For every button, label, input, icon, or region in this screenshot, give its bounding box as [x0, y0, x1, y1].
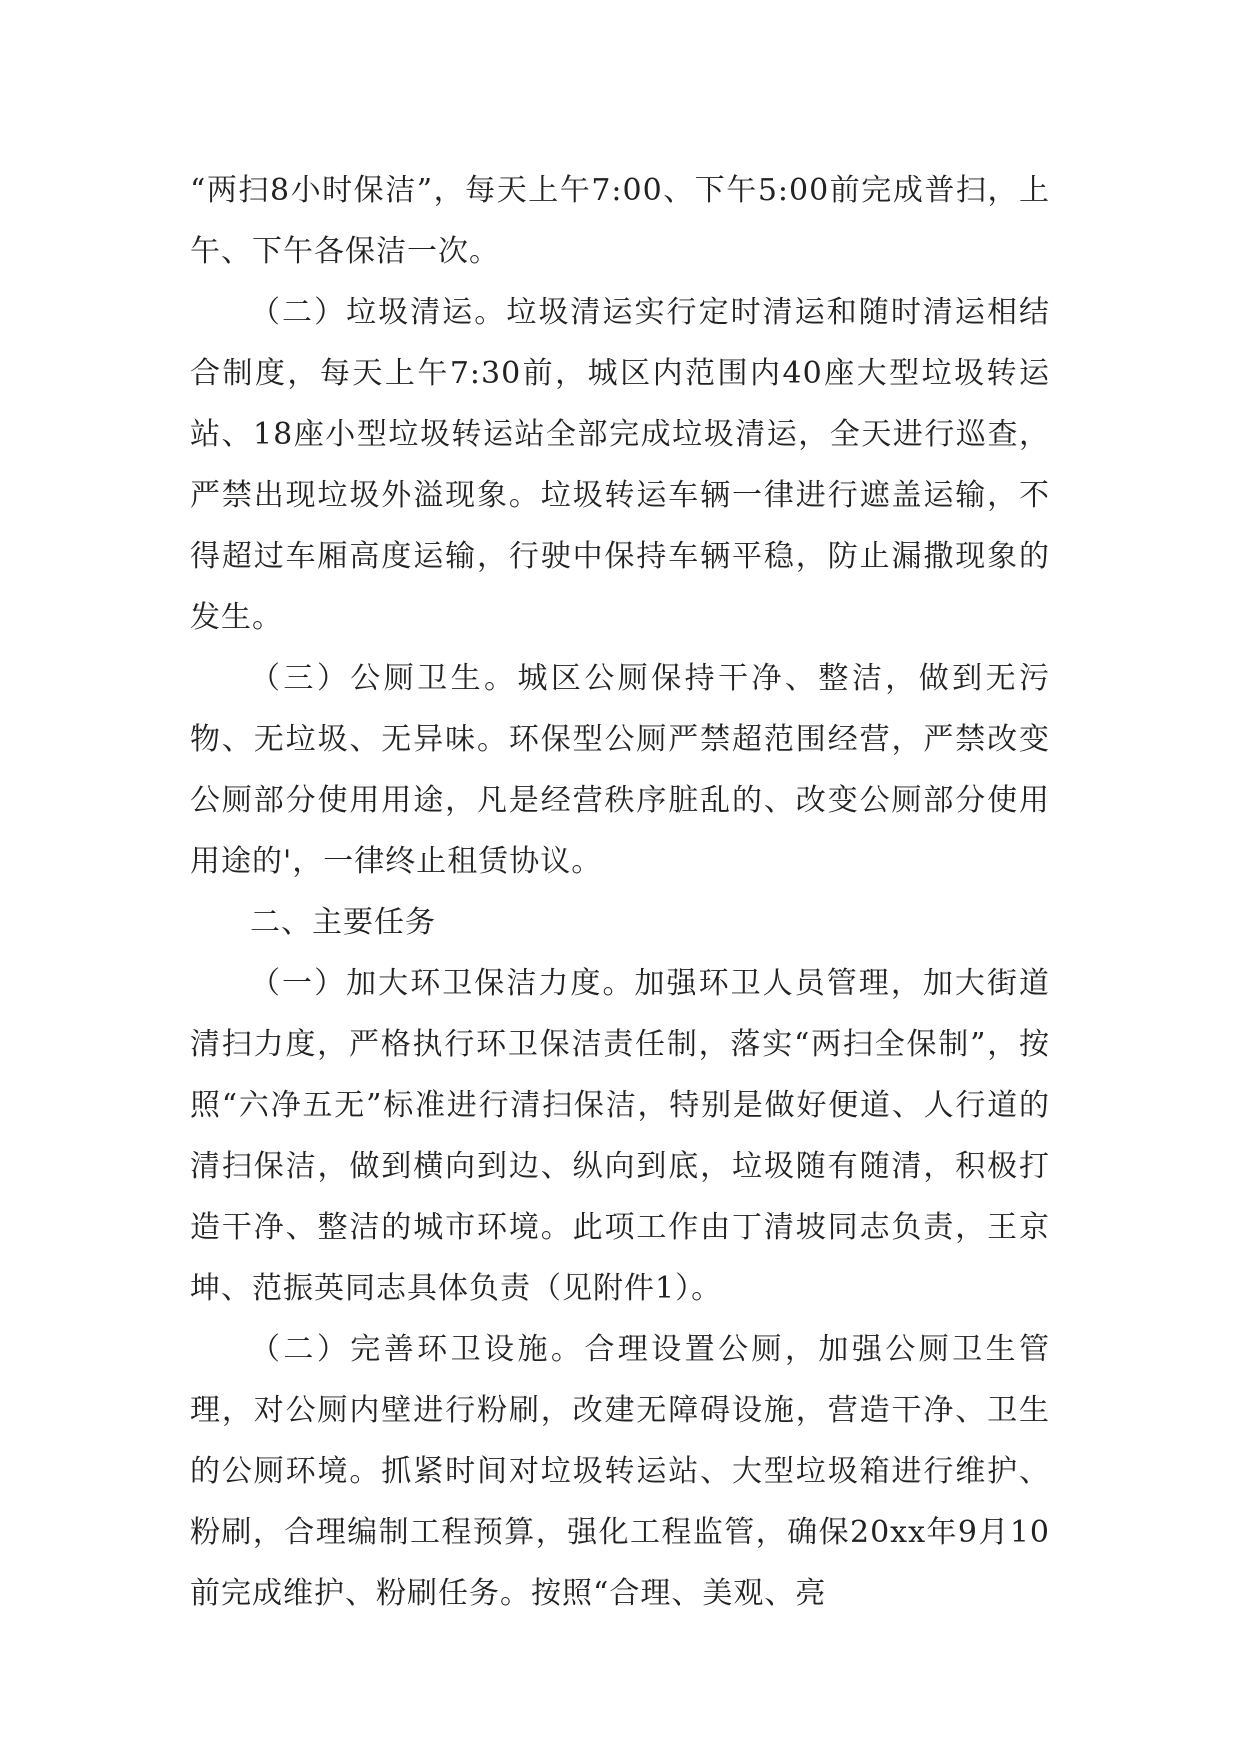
paragraph-sanitation-cleaning-intensity: （一）加大环卫保洁力度。加强环卫人员管理，加大街道清扫力度，严格执行环卫保洁责任制，落实“两扫全保制”，按照“六净五无”标准进行清扫保洁，特别是做好便道、人行道的清扫保洁，做到横向到边、纵向到底，垃圾随有随清，积极打造干净、整洁的城市环境。此项工作由丁清坡同志负责，王京坤、范振英同志具体负责（见附件1）。 [190, 966, 1050, 1306]
section-heading-main-tasks: 二、主要任务 [250, 905, 436, 940]
paragraph-continued-cleaning-schedule: “两扫8小时保洁”，每天上午7:00、下午5:00前完成普扫，上午、下午各保洁一次。 [190, 173, 1050, 269]
document-body [190, 160, 1050, 1624]
paragraph-sanitation-facilities: （二）完善环卫设施。合理设置公厕，加强公厕卫生管理，对公厕内壁进行粉刷，改建无障碍设施，营造干净、卫生的公厕环境。抓紧时间对垃圾转运站、大型垃圾箱进行维护、粉刷，合理编制工程预算，强化工程监管，确保20xx年9月10前完成维护、粉刷任务。按照“合理、美观、亮 [190, 1332, 1050, 1611]
paragraph-public-toilet-hygiene: （三）公厕卫生。城区公厕保持干净、整洁，做到无污物、无垃圾、无异味。环保型公厕严禁超范围经营，严禁改变公厕部分使用用途，凡是经营秩序脏乱的、改变公厕部分使用用途的'，一律终止租赁协议。 [190, 661, 1050, 879]
paragraph-garbage-collection: （二）垃圾清运。垃圾清运实行定时清运和随时清运相结合制度，每天上午7:30前，城区内范围内40座大型垃圾转运站、18座小型垃圾转运站全部完成垃圾清运，全天进行巡查，严禁出现垃圾外溢现象。垃圾转运车辆一律进行遮盖运输，不得超过车厢高度运输，行驶中保持车辆平稳，防止漏撒现象的发生。 [190, 295, 1050, 635]
